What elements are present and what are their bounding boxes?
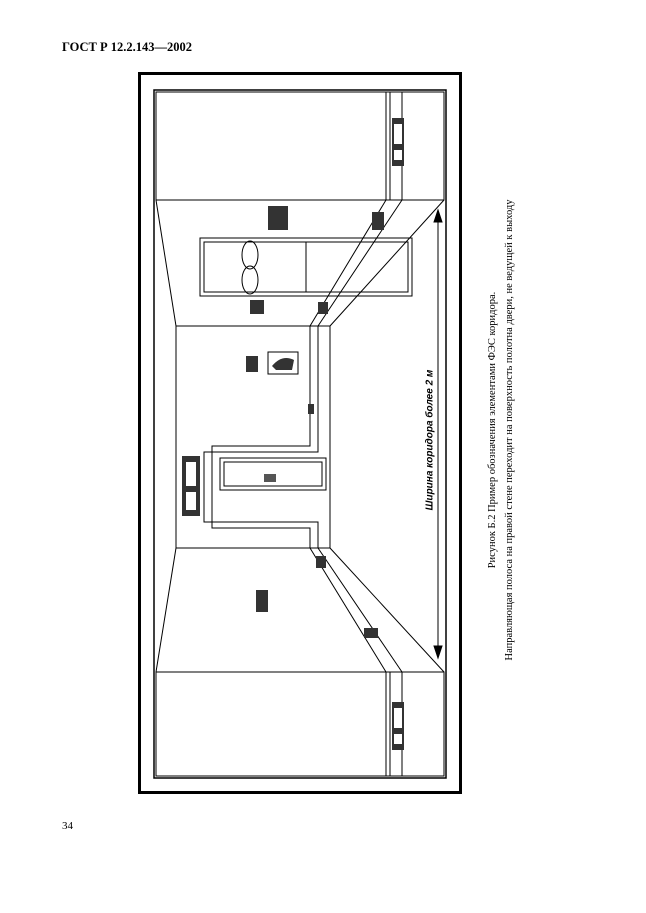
end-wall-guide: [204, 326, 326, 548]
top-wall-block: [156, 92, 444, 200]
floor-marker: [364, 628, 378, 638]
page-number: 34: [62, 820, 73, 832]
figure-caption-title: Рисунок Б.2 Пример обозначения элементами ФЭС коридора.: [487, 291, 498, 569]
wall-marker-1: [250, 300, 264, 314]
bottom-wall-block: [156, 672, 444, 776]
wall-marker-2: [256, 590, 268, 612]
document-standard-code: ГОСТ Р 12.2.143—2002: [62, 40, 193, 54]
side-door: [200, 238, 412, 296]
corridor-width-label: Ширина коридора более 2 м: [424, 369, 436, 511]
floor-marker-top: [372, 212, 384, 230]
arrow-sign-number: [246, 356, 258, 372]
corridor-perspective: [156, 200, 444, 672]
side-door-sign: [268, 206, 288, 230]
exit-door-handle: [264, 474, 276, 482]
figure-caption: [468, 150, 534, 710]
figure-caption-note: Направляющая полоса на правой стене переходит на поверхность полотна двери, не ведущей к выходу: [504, 199, 515, 661]
